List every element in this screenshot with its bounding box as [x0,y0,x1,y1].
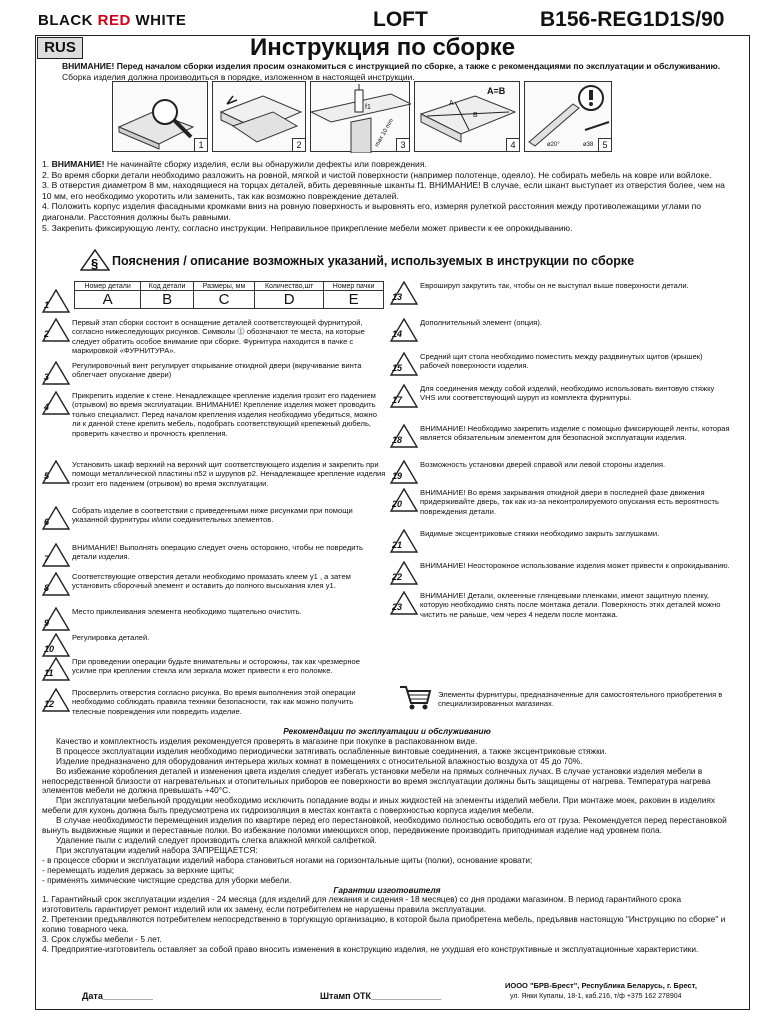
warning-symbol-icon [388,281,416,303]
symbol-description: Место приклеивания элемента необходимо тщательно очистить. [72,607,302,616]
symbol-description: ВНИМАНИЕ! Выполнять операцию следует очень осторожно, чтобы не повредить детали изделия. [72,543,363,562]
symbol-description: Соответствующие отверстия детали необходимо промазать клеем у1 , а затем установить сборочный элемент и оставить до полного высыхания клея у1. [72,572,351,591]
brand-logo [38,12,186,29]
series-name: LOFT [373,8,428,31]
figure-1 [112,81,208,152]
symbol-description: Возможность установки дверей справой или левой стороны изделия. [420,460,666,469]
symbol-code: 10 [44,644,55,654]
symbol-code: 7 [44,554,50,564]
forbidden-heading: При эксплуатации изделий набора ЗАПРЕЩАЕТСЯ: [56,844,258,855]
warning-symbol-icon [40,572,68,594]
warning-symbol-icon [388,529,416,551]
table-cell: B [141,291,194,309]
symbol-code: 13 [392,292,403,302]
warning-symbol-icon [40,361,68,383]
symbol-code: 17 [392,395,403,405]
symbol-description: Регулировочный винт регулирует открывание откидной двери (вкручивание винта облегчает опускание двери) [72,361,362,380]
figure-5 [524,81,612,152]
symbol-code: 23 [392,602,403,612]
max-length-label: max 10 mm [374,117,396,149]
symbol-description: Для соединения между собой изделий, необходимо использовать винтовую стяжку VHS или соответствующий шуруп из комплекта фурнитуры. [420,384,715,403]
figure-4 [414,81,520,152]
symbol-description: Еврошируп закрутить так, чтобы он не выступал выше поверхности детали. [420,281,689,290]
table-cell: A [75,291,141,309]
symbol-code: 21 [392,540,403,550]
symbol-code: 18 [392,435,403,445]
symbol-code: 1 [44,300,50,310]
warning-symbol-icon [40,460,68,482]
symbol-description: Установить шкаф верхний на верхний щит соответствующего изделия и закрепить при помощи металлической пластины п52 и шурупов р2. Ненадлежащее крепление изделия грозит его падением (отрывом) во время эксплуатации. [72,460,386,488]
figure-number: 4 [506,138,519,151]
list-item: 1. ВНИМАНИЕ! Не начинайте сборку изделия, если вы обнаружили дефекты или повреждения. [42,159,427,169]
symbol-code: 8 [44,583,50,593]
part-label-table [74,281,384,309]
brand-word-red: RED [97,12,131,29]
warranty-item: 2. Претензии предъявляются потребителем непосредственно в торгующую организацию, в которой была приобретена мебель, предъявив настоящую "Инструкцию по сборке" и копию товарного чека. [42,914,726,935]
warning-symbol-icon [388,424,416,446]
symbol-description: Собрать изделие в соответствии с приведенными ниже рисунками при помощи указанной фурнитуры и/или соединительных элементов. [72,506,353,525]
legend-heading: Пояснения / описание возможных указаний, используемых в инструкции по сборке [112,254,635,268]
symbol-description: Видимые эксцентриковые стяжки необходимо закрыть заглушками. [420,529,660,538]
symbol-code: 3 [44,372,50,382]
symbol-description: ВНИМАНИЕ! Детали, оклеенные глянцевыми пленками, имеют защитную пленку, которую необходимо снять после монтажа детали. Поверхность этих деталей можно чистить не раньше, чем через 4 недели после монтажа. [420,591,721,619]
symbol-description: Просверлить отверстия согласно рисунка. Во время выполнения этой операции необходимо соблюдать правила техники безопасности, так как можно получить телесные повреждения или повредить изделие. [72,688,356,716]
warranty-item: 1. Гарантийный срок эксплуатации изделия - 24 месяца (для изделий для лежания и сидения - 18 месяцев) со дня продажи магазином. В период гарантийного срока изготовитель гарантирует ремонт изделий или их замену, если потребителем не нарушены правила эксплуатации. [42,894,682,915]
table-cell: C [193,291,254,309]
intro-normal: Сборка изделия должна производиться в порядке, изложенном в настоящей инструкции. [62,71,415,82]
symbol-code: 6 [44,517,50,527]
symbol-code: 4 [44,402,50,412]
warning-symbol-icon [388,561,416,583]
warning-symbol-icon [388,591,416,613]
symbol-description: Дополнительный элемент (опция). [420,318,543,327]
paragraph: Изделие предназначено для оборудования интерьера жилых комнат в помещениях с относительной влажностью воздуха от 45 до 70%. [56,755,583,766]
table-header: Количество,шт [255,282,324,291]
symbol-description: Регулировка деталей. [72,633,150,642]
warning-symbol-icon [40,506,68,528]
warning-symbol-icon [388,460,416,482]
symbol-description: При проведении операции будьте внимательны и осторожны, так как чрезмерное усилие при креплении стекла или зеркала может привести к его поломке. [72,657,361,676]
strap-label-2: ø38 [583,142,594,148]
list-item: 4. Положить корпус изделия фасадными кромками вниз на ровную поверхность и выровнять его, измеряя рулеткой расстояния между противолежащими углами по диагонали. Расстояния должны быть равными. [42,201,702,222]
recommendations-heading: Рекомендации по эксплуатации и обслуживанию [283,726,491,736]
paragraph: При эксплуатации мебельной продукции необходимо исключить попадание воды и иных жидкостей на элементы изделий мебели. При монтаже моек, раковин в изделиях мебели для кухонь должна быть предусмотрена их гидроизоляция в местах контакта с поверхностью корпуса изделия мебели. [42,795,716,816]
figure-number: 1 [194,138,207,151]
symbol-code: 20 [392,499,403,509]
paragraph: Во избежание коробления деталей и изменения цвета изделия следует избегать установки мебели на прямых солнечных лучах. В случае установки изделия мебели в непосредственной близости от нагревательных и отопительных приборов ее поверхности во время эксплуатации должны быть защищены от нагрева. Температура нагрева элементов мебели не должна превышать +40°С. [42,765,711,796]
table-header: Код детали [141,282,194,291]
date-field: Дата__________ [82,991,153,1001]
table-header: Номер пачки [324,282,384,291]
symbol-code: 11 [44,668,54,678]
paragraph: В процессе эксплуатации изделия необходимо периодически затягивать ослабленные винтовые соединения, а также эксцентриковые стяжки. [56,745,607,756]
svg-text:§: § [91,256,99,271]
diagonal-b-label: B [473,112,478,119]
recommendations-section [42,727,732,955]
warning-symbol-icon [388,352,416,374]
warning-symbol-icon [40,543,68,565]
table-header: Размеры, мм [193,282,254,291]
figure-2 [212,81,306,152]
figure-number: 5 [598,138,611,151]
warning-symbol-icon [40,289,68,311]
figure-number: 2 [292,138,305,151]
intro-text [62,61,722,82]
symbol-description: ВНИМАНИЕ! Необходимо закрепить изделие с помощью фиксирующей ленты, которая является обязательным элементом для безопасной эксплуатации изделия. [420,424,730,443]
symbol-code: 12 [44,699,55,709]
strap-label-1: ø20° [547,142,560,148]
model-code: B156-REG1D1S/90 [540,8,725,31]
symbol-description: ВНИМАНИЕ! Во время закрывания откидной двери в последней фазе движения придерживайте дверь, так как из-за неконтролируемого опускания есть вероятность повреждения детали. [420,488,719,516]
table-header: Номер детали [75,282,141,291]
forbidden-item: - перемещать изделия держась за верхние щиты; [42,864,235,875]
warning-symbol-icon [40,688,68,710]
shopping-cart-icon [398,683,432,716]
warning-symbol-icon [40,607,68,629]
page-title: Инструкция по сборке [250,34,516,61]
forbidden-item: - в процессе сборки и эксплуатации изделий набора становиться ногами на горизонтальные щиты (полки), основание кровати; [42,854,533,865]
figure-row [112,81,612,152]
general-instructions-list [42,159,732,233]
brand-word-white: WHITE [130,12,187,29]
warning-symbol-icon [388,318,416,340]
dowel-label: f1 [365,104,371,111]
section-sign-icon [80,249,110,276]
symbol-code: 22 [392,572,403,582]
paragraph: Удаление пыли с изделий следует производить слегка влажной мягкой салфеткой. [56,834,377,845]
stamp-field: Штамп ОТК______________ [320,991,442,1001]
warning-symbol-icon [388,488,416,510]
warranty-heading: Гарантии изготовителя [333,884,441,895]
warning-symbol-icon [40,657,68,679]
symbol-code: 14 [392,329,403,339]
warning-symbol-icon [40,318,68,340]
figure-3 [310,81,410,152]
warning-symbol-icon [40,633,68,655]
table-cell: D [255,291,324,309]
list-item: 2. Во время сборки детали необходимо разложить на ровной, мягкой и чистой поверхности (например полотенце, одеяло). Не собирать мебель на ковре или войлоке. [42,169,712,180]
diagonal-a-label: A [449,100,454,107]
symbol-code: 5 [44,471,50,481]
warranty-item: 3. Срок службы мебели - 5 лет. [42,934,162,945]
symbol-description: ВНИМАНИЕ! Неосторожное использование изделия может привести к опрокидыванию. [420,561,730,570]
warning-symbol-icon [388,384,416,406]
symbol-description: Первый этап сборки состоит в оснащение деталей соответствующей фурнитурой, согласно нижеследующих рисунков. Символы ⓵ обозначают те места, на которые следует обратить особое внимание при сборке. Фурнитура находится в пачке с маркировкой «ФУРНИТУРА». [72,318,365,356]
symbol-description: Прикрепить изделие к стене. Ненадлежащее крепление изделия грозит его падением (отрывом) во время эксплуатации. ВНИМАНИЕ! Крепление изделия может проводить только специалист. Перед началом крепления изделия необходимо убедиться, можно ли к данной стене крепить мебель, подобрать соответствующий крепежный дюбель, проверить качество и прочность крепления. [72,391,377,438]
company-name: ИООО "БРВ-Брест", Республика Беларусь, г. Брест, [505,981,697,990]
figure-number: 3 [396,138,409,151]
symbol-code: 2 [44,329,50,339]
list-item: 3. В отверстия диаметром 8 мм, находящиеся на торцах деталей, вбить деревянные шканты f1. ВНИМАНИЕ! В случае, если шкант выступает из отверстия более, чем на 10 мм, его необходимо укоротить или заменить, так как возможно повреждение деталей. [42,180,725,201]
symbol-description: Элементы фурнитуры, предназначенные для самостоятельного приобретения в специализированных магазинах. [438,690,723,709]
symbol-code: 19 [392,471,403,481]
brand-word-black: BLACK [38,12,98,29]
intro-bold: ВНИМАНИЕ! Перед началом сборки изделия просим ознакомиться с инструкцией по сборке, а также с рекомендациями по эксплуатации и обслуживанию. [62,61,721,71]
list-item: 5. Закрепить фиксирующую ленту, согласно инструкции. Неправильное прикрепление мебели может привести к ее опрокидыванию. [42,222,573,233]
paragraph: В случае необходимости перемещения изделия по квартире перед его перестановкой, необходимо полностью освободить его от груза. Рекомендуется перед перестановкой вынуть выдвижные ящики и переставные полки. Во избежание поломки имеющихся опор, передвижение производить приподнимая изделие над уровнем пола. [42,815,727,836]
warning-symbol-icon [40,391,68,413]
diagonal-equal-label: A=B [487,86,506,96]
symbol-code: 9 [44,618,50,628]
warranty-item: 4. Предприятие-изготовитель оставляет за собой право вносить изменения в конструкцию изделия, не ухудшая его конструктивные и эксплуатационные характеристики. [42,943,699,954]
language-badge: RUS [37,37,83,59]
symbol-description: Средний щит стола необходимо поместить между раздвинутых щитов (крышек) рабочей поверхности изделия. [420,352,703,371]
table-cell: E [324,291,384,309]
forbidden-item: - применять химические чистящие средства для уборки мебели. [42,874,292,885]
symbol-code: 15 [392,363,403,373]
paragraph: Качество и комплектность изделия рекомендуется проверять в магазине при покупке в распакованном виде. [56,735,478,746]
company-address: ул. Янки Купалы, 18-1, каб.216, т/ф +375 162 278904 [510,993,682,1000]
